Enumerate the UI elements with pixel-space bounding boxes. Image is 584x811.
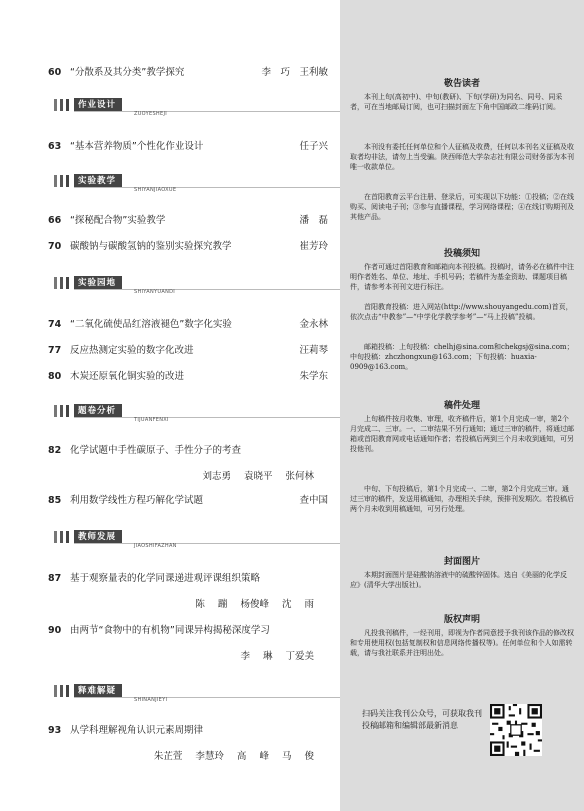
section-header-zuoyesheji <box>52 98 332 117</box>
page-number: 60 <box>48 67 62 78</box>
page-number: 80 <box>48 371 62 382</box>
notice-paragraph: 凡投我刊稿件，一经刊用，即视为作者同意授予我刊该作品的修改权和专用使用权(包括复制权和信息网络传播权等)。任何单位和个人如需转载，请与我社联系并注明出处。 <box>350 629 574 657</box>
section-label: 教师发展 <box>74 530 122 544</box>
article-title: 化学试题中手性碳原子、手性分子的考查 <box>70 445 242 456</box>
heading-notice-readers: 敬告读者 <box>443 79 480 89</box>
heading-processing: 稿件处理 <box>443 401 480 411</box>
article-title: 利用数学线性方程巧解化学试题 <box>70 495 204 506</box>
notice-paragraph: 上旬稿件按月收集、审理，收齐稿件后，第1个月完成一审，第2个月完成二、三审。一、二审结果不另行通知；通过三审的稿件，将通过邮箱或首阳教育网或电话通知作者；若投稿后两到三个月未收到通知，可另投他刊。 <box>350 415 574 453</box>
section-rule <box>74 289 354 290</box>
qr-code-icon[interactable] <box>490 704 542 756</box>
section-rule <box>74 111 354 112</box>
notice-paragraph: 在首阳教育云平台注册、登录后，可实现以下功能：①投稿；②在线购买、阅读电子刊；③参与直播课程，学习网络课程；④在线订购期刊及其他产品。 <box>350 193 574 221</box>
page-number: 63 <box>48 141 62 152</box>
page-number: 90 <box>48 625 62 636</box>
section-pinyin: SHIYANJIAOXUE <box>134 187 177 193</box>
notice-paragraph: 本刊没有委托任何单位和个人征稿及收费，任何以本刊名义征稿及收取者均非法，请勿上当受骗。陕西师范大学杂志社有限公司财务部为本刊唯一收款单位。 <box>350 143 574 171</box>
section-label: 释难解疑 <box>74 684 122 698</box>
article-authors: 李 琳 丁爱美 <box>240 651 314 662</box>
article-authors: 任子兴 <box>299 141 328 152</box>
page-number: 93 <box>48 725 62 736</box>
article-authors: 陈 蹦 杨俊峰 沈 雨 <box>195 599 314 610</box>
article-entry[interactable] <box>48 492 328 506</box>
section-header-shinanjieyi <box>52 684 332 703</box>
article-title: 由两节“食物中的有机物”同课异构揭秘深度学习 <box>70 625 270 636</box>
page-number: 70 <box>48 241 62 252</box>
article-title: “探秘配合物”实验教学 <box>70 215 166 226</box>
page-number: 74 <box>48 319 62 330</box>
article-entry[interactable] <box>48 722 328 762</box>
page-number: 82 <box>48 445 62 456</box>
section-label: 作业设计 <box>74 98 122 112</box>
article-authors: 崔芳玲 <box>299 241 328 252</box>
section-bars-icon <box>52 685 74 697</box>
section-header-tijuanfenxi <box>52 404 332 423</box>
notice-paragraph: 首阳教育投稿：进入网站(http://www.shouyangedu.com)首页，依次点击“中教参”—“中学化学教学参考”—“马上投稿”投稿。 <box>350 303 573 321</box>
page-number: 77 <box>48 345 62 356</box>
article-entry[interactable] <box>48 238 328 252</box>
article-entry[interactable] <box>48 64 328 78</box>
article-entry[interactable] <box>48 342 328 356</box>
article-authors: 查中国 <box>299 495 328 506</box>
article-title: 基于观察量表的化学同课递进观评课组织策略 <box>70 573 261 584</box>
section-label: 实验教学 <box>74 174 122 188</box>
article-authors: 李 巧 王利敏 <box>261 67 328 78</box>
article-title: 从学科理解视角认识元素周期律 <box>70 725 204 736</box>
article-authors: 潘 磊 <box>299 215 328 226</box>
notice-sidebar <box>340 0 584 811</box>
section-header-jiaoshifazhan <box>52 530 332 549</box>
article-authors: 朱芷萱 李慧玲 高 峰 马 俊 <box>153 751 314 762</box>
section-bars-icon <box>52 405 74 417</box>
heading-copyright: 版权声明 <box>443 615 480 625</box>
article-title: 碳酸钠与碳酸氢钠的鉴别实验探究教学 <box>70 241 232 252</box>
section-pinyin: JIAOSHIFAZHAN <box>134 543 177 549</box>
section-pinyin: ZUOYESHEJI <box>134 111 168 117</box>
section-bars-icon <box>52 99 74 111</box>
section-pinyin: SHIYANYUANDI <box>134 289 176 295</box>
section-pinyin: TIJUANFENXI <box>134 417 169 423</box>
article-title: “分散系及其分类”教学探究 <box>70 67 185 78</box>
article-entry[interactable] <box>48 138 328 152</box>
section-rule <box>74 417 354 418</box>
heading-submission: 投稿须知 <box>443 249 480 259</box>
notice-paragraph: 邮箱投稿：上旬投稿：chelhj@sina.com和chekgsj@sina.com；中旬投稿：zhczhongxun@163.com；下旬投稿：huaxia-0909@163.com。 <box>350 343 574 371</box>
page-number: 66 <box>48 215 62 226</box>
notice-paragraph: 中旬、下旬投稿后，第1个月完成一、二审，第2个月完成三审。通过三审的稿件，发送用稿通知，办理相关手续，预排刊发期次。若投稿后两个月未收到用稿通知，可另行处理。 <box>350 485 574 513</box>
section-pinyin: SHINANJIEYI <box>134 697 168 703</box>
article-title: “二氧化硫使品红溶液褪色”数字化实验 <box>70 319 232 330</box>
section-bars-icon <box>52 175 74 187</box>
notice-paragraph: 本刊上旬(高初中)、中旬(教研)、下旬(学研)为同名、同号、同采者，可在当地邮局订阅，也可扫描封面左下角中国邮政二维码订阅。 <box>350 93 563 111</box>
section-bars-icon <box>52 277 74 289</box>
section-bars-icon <box>52 531 74 543</box>
section-rule <box>74 187 354 188</box>
heading-cover: 封面图片 <box>443 557 480 567</box>
page-number: 85 <box>48 495 62 506</box>
qr-caption: 扫码关注我刊公众号，可获取我刊投稿邮箱和编辑部最新消息 <box>362 709 482 730</box>
article-authors: 汪莉琴 <box>299 345 328 356</box>
article-entry[interactable] <box>48 622 328 662</box>
section-header-shiyanjiaoxue <box>52 174 332 193</box>
article-entry[interactable] <box>48 442 328 482</box>
article-title: 木炭还原氧化铜实验的改进 <box>70 371 185 382</box>
section-rule <box>74 543 354 544</box>
article-entry[interactable] <box>48 316 328 330</box>
article-title: 反应热测定实验的数字化改进 <box>70 345 194 356</box>
article-authors: 金永林 <box>299 319 328 330</box>
article-entry[interactable] <box>48 570 328 610</box>
page-number: 87 <box>48 573 62 584</box>
section-rule <box>74 697 354 698</box>
section-label: 题卷分析 <box>74 404 122 418</box>
article-authors: 刘志勇 袁晓平 张何林 <box>202 471 314 482</box>
section-header-shiyanyuandi <box>52 276 332 295</box>
article-title: “基本营养物质”个性化作业设计 <box>70 141 204 152</box>
notice-paragraph: 作者可通过首阳教育和邮箱向本刊投稿。投稿时，请务必在稿件中注明作者姓名、单位、地址、手机号码；若稿件为基金资助、课题项目稿件，请参考本刊刊文进行标注。 <box>350 263 574 291</box>
article-entry[interactable] <box>48 368 328 382</box>
notice-paragraph: 本期封面图片是硅酸钠溶液中的硫酸锌固体。选自《美丽的化学反应》(清华大学出版社)。 <box>350 571 567 589</box>
section-label: 实验园地 <box>74 276 122 290</box>
article-entry[interactable] <box>48 212 328 226</box>
article-authors: 朱学东 <box>299 371 328 382</box>
